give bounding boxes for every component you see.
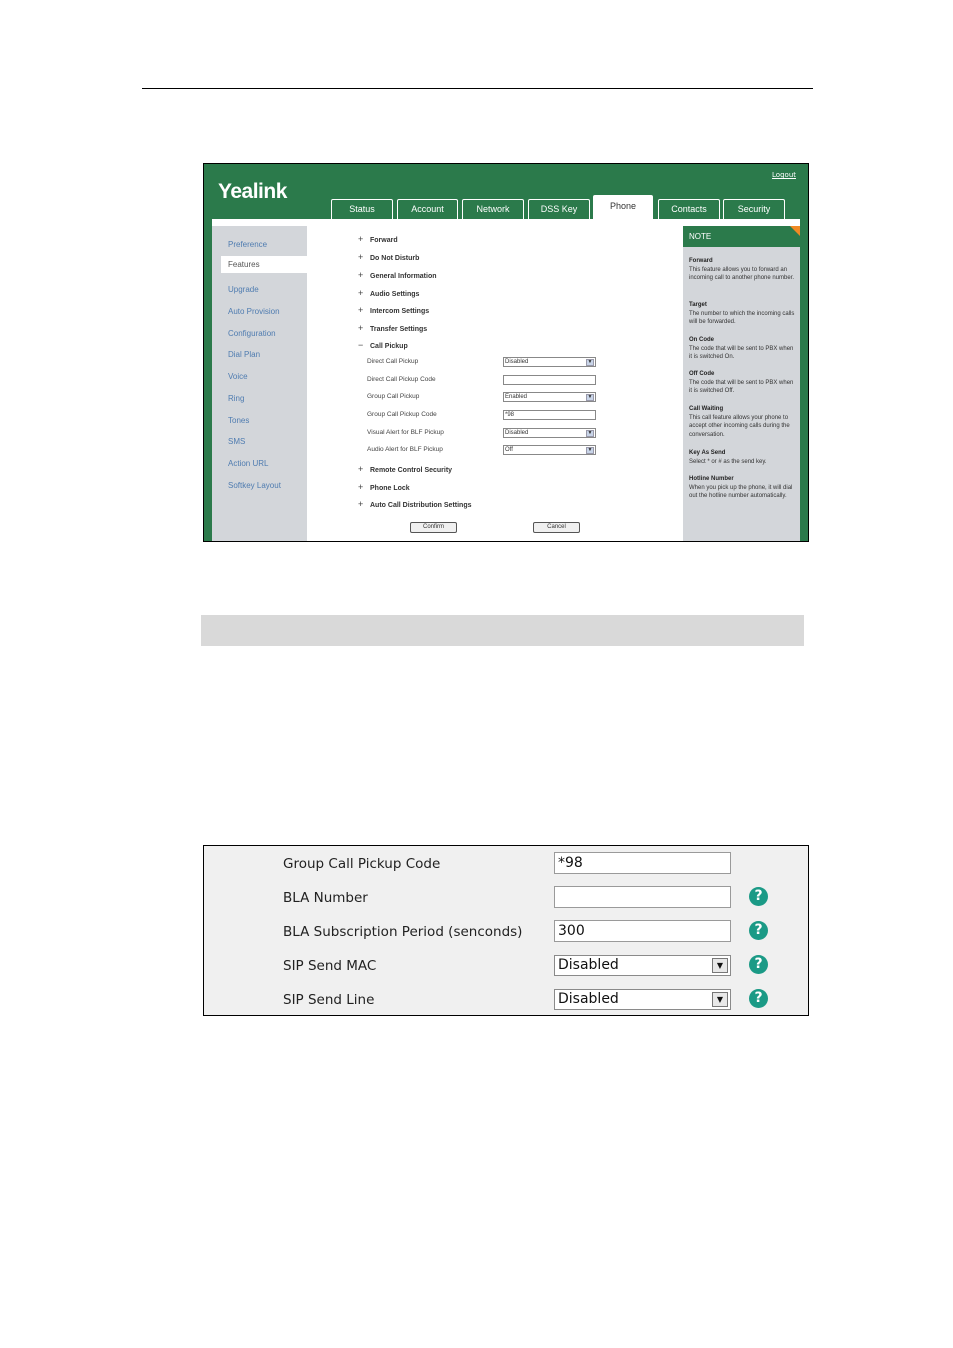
tab-security[interactable]: Security [723, 199, 785, 219]
note-entry: On Code The code that will be sent to PBX when it is switched On. [689, 337, 794, 361]
help-icon[interactable]: ? [749, 955, 768, 974]
group-call-pickup-label: Group Call Pickup [367, 393, 420, 400]
note-entry: Call Waiting This call feature allows your phone to accept other incoming calls during the conversation. [689, 406, 790, 438]
content-area [212, 219, 800, 542]
note-panel [683, 226, 800, 542]
group-call-pickup-select[interactable]: Enabled ▼ [503, 392, 596, 402]
features-form [312, 219, 678, 542]
confirm-button[interactable]: Confirm [410, 522, 457, 533]
section-phone-lock[interactable]: + Phone Lock [358, 482, 410, 492]
tab-account[interactable]: Account [397, 199, 458, 219]
note-entry: Off Code The code that will be sent to PBX when it is switched Off. [689, 371, 794, 395]
group-call-pickup-code-label: Group Call Pickup Code [283, 856, 441, 872]
section-dnd[interactable]: + Do Not Disturb [358, 252, 420, 262]
dropdown-arrow-icon[interactable]: ▼ [587, 446, 593, 453]
note-entry: Key As Send Select * or # as the send key. [689, 450, 767, 465]
note-entry: Target The number to which the incoming calls will be forwarded. [689, 302, 795, 326]
tab-network[interactable]: Network [462, 199, 524, 219]
note-corner-icon [790, 226, 800, 236]
section-audio-settings[interactable]: + Audio Settings [358, 288, 420, 298]
sidebar-item-softkey-layout[interactable]: Softkey Layout [228, 481, 281, 490]
tab-status[interactable]: Status [331, 199, 393, 219]
direct-call-pickup-select[interactable]: Disabled ▼ [503, 357, 596, 367]
sidebar-item-tones[interactable]: Tones [228, 416, 250, 425]
sidebar-item-preference[interactable]: Preference [228, 240, 268, 249]
dropdown-arrow-icon[interactable]: ▼ [712, 992, 728, 1007]
sidebar [212, 226, 307, 542]
group-call-pickup-code-input[interactable]: *98 [503, 410, 596, 420]
bla-subscription-period-label: BLA Subscription Period (senconds) [283, 924, 523, 940]
sidebar-item-action-url[interactable]: Action URL [228, 459, 269, 468]
help-icon[interactable]: ? [749, 921, 768, 940]
sip-send-mac-label: SIP Send MAC [283, 958, 377, 974]
logout-link[interactable]: Logout [772, 171, 796, 179]
section-intercom-settings[interactable]: + Intercom Settings [358, 305, 430, 315]
sip-send-line-select[interactable]: Disabled ▼ [554, 989, 731, 1010]
section-general-information[interactable]: + General Information [358, 270, 437, 280]
sidebar-item-features[interactable]: Features [221, 256, 309, 273]
expand-plus-icon[interactable]: + [358, 288, 364, 298]
tab-phone[interactable]: Phone [593, 195, 653, 219]
help-icon[interactable]: ? [749, 887, 768, 906]
group-call-pickup-code-label: Group Call Pickup Code [367, 411, 437, 418]
bla-subscription-period-input[interactable]: 300 [554, 920, 731, 942]
section-call-pickup[interactable]: − Call Pickup [358, 340, 408, 350]
collapse-minus-icon[interactable]: − [358, 340, 364, 350]
tab-dss-key[interactable]: DSS Key [528, 199, 590, 219]
sidebar-item-configuration[interactable]: Configuration [228, 329, 276, 338]
tab-contacts[interactable]: Contacts [658, 199, 720, 219]
help-icon[interactable]: ? [749, 989, 768, 1008]
sidebar-item-dial-plan[interactable]: Dial Plan [228, 350, 261, 359]
audio-alert-blf-select[interactable]: Off ▼ [503, 445, 596, 455]
yealink-logo: Yealink [218, 180, 287, 203]
section-remote-control-security[interactable]: + Remote Control Security [358, 464, 453, 474]
section-transfer-settings[interactable]: + Transfer Settings [358, 323, 428, 333]
expand-plus-icon[interactable]: + [358, 234, 364, 244]
bla-number-label: BLA Number [283, 890, 368, 906]
expand-plus-icon[interactable]: + [358, 323, 364, 333]
direct-call-pickup-code-input[interactable] [503, 375, 596, 385]
sidebar-item-auto-provision[interactable]: Auto Provision [228, 307, 280, 316]
dropdown-arrow-icon[interactable]: ▼ [712, 958, 728, 973]
expand-plus-icon[interactable]: + [358, 499, 364, 509]
visual-alert-blf-select[interactable]: Disabled ▼ [503, 428, 596, 438]
sidebar-item-voice[interactable]: Voice [228, 372, 248, 381]
group-call-pickup-code-input[interactable]: *98 [554, 852, 731, 874]
sip-send-line-label: SIP Send Line [283, 992, 375, 1008]
expand-plus-icon[interactable]: + [358, 464, 364, 474]
sip-send-mac-select[interactable]: Disabled ▼ [554, 955, 731, 976]
dropdown-arrow-icon[interactable]: ▼ [587, 393, 593, 400]
expand-plus-icon[interactable]: + [358, 270, 364, 280]
web-ui-screenshot-features [203, 163, 809, 542]
dropdown-arrow-icon[interactable]: ▼ [587, 429, 593, 436]
direct-call-pickup-code-label: Direct Call Pickup Code [367, 376, 436, 383]
table-header-bar [201, 615, 804, 646]
section-acd-settings[interactable]: + Auto Call Distribution Settings [358, 499, 472, 509]
expand-plus-icon[interactable]: + [358, 305, 364, 315]
section-forward[interactable]: + Forward [358, 234, 398, 244]
cancel-button[interactable]: Cancel [533, 522, 580, 533]
sidebar-item-upgrade[interactable]: Upgrade [228, 285, 259, 294]
note-entry: Forward This feature allows you to forward an incoming call to another phone number. [689, 258, 795, 282]
page-header-rule [142, 88, 813, 89]
note-entry: Hotline Number When you pick up the phone, it will dial out the hotline number automatically. [689, 476, 793, 500]
direct-call-pickup-label: Direct Call Pickup [367, 358, 419, 365]
web-ui-screenshot-bla [203, 845, 809, 1016]
visual-alert-blf-label: Visual Alert for BLF Pickup [367, 429, 444, 436]
bla-number-input[interactable] [554, 886, 731, 908]
sidebar-item-ring[interactable]: Ring [228, 394, 245, 403]
dropdown-arrow-icon[interactable]: ▼ [587, 358, 593, 365]
note-header: NOTE [683, 226, 800, 247]
audio-alert-blf-label: Audio Alert for BLF Pickup [367, 446, 443, 453]
expand-plus-icon[interactable]: + [358, 252, 364, 262]
sidebar-item-sms[interactable]: SMS [228, 437, 246, 446]
expand-plus-icon[interactable]: + [358, 482, 364, 492]
